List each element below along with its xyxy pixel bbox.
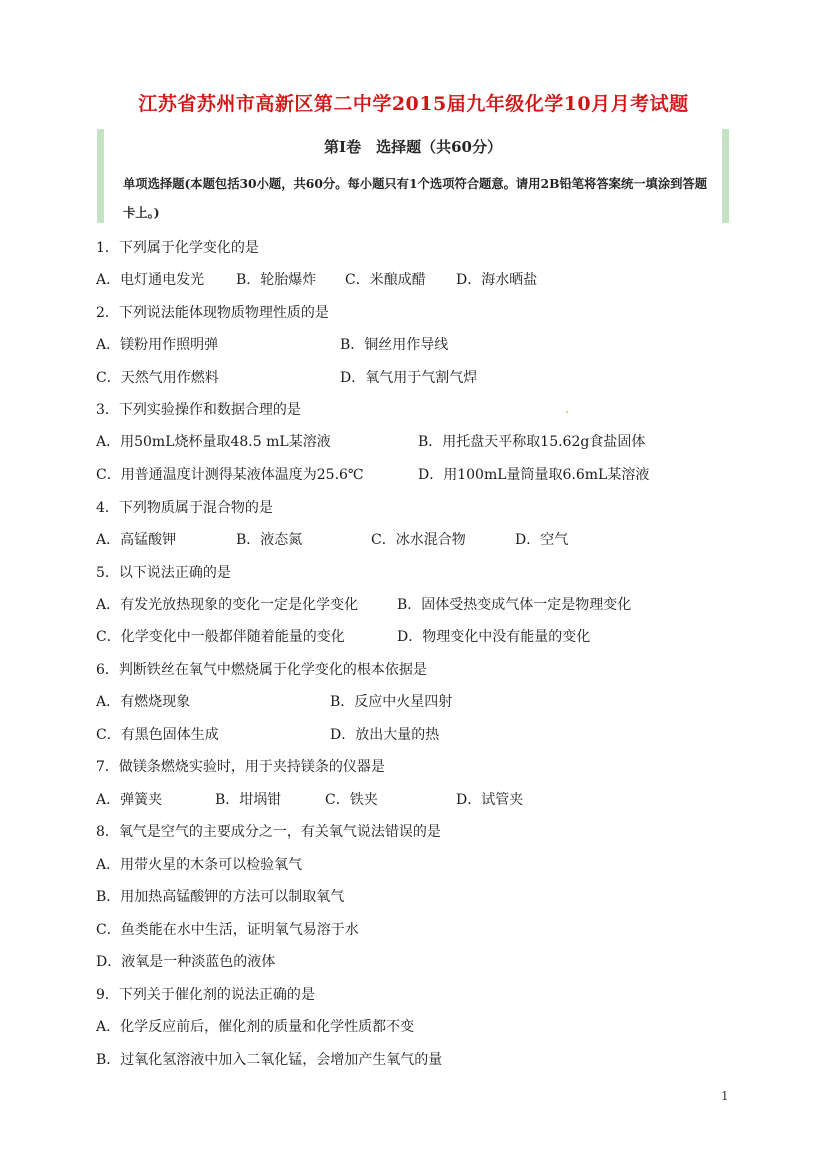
- question-9-option-b: B．过氧化氢溶液中加入二氧化锰，会增加产生氧气的量: [96, 1052, 443, 1068]
- question-8-option-b: B．用加热高锰酸钾的方法可以制取氧气: [96, 889, 345, 905]
- question-1-option-b: B．轮胎爆炸: [236, 272, 317, 288]
- stray-dot: [566, 411, 568, 413]
- question-2-option-c: C．天然气用作燃料: [96, 370, 219, 386]
- question-4-option-b: B．液态氮: [236, 532, 303, 548]
- question-2-option-b: B．铜丝用作导线: [340, 337, 449, 353]
- question-8-option-a: A．用带火星的木条可以检验氧气: [96, 857, 303, 873]
- question-6-option-a: A．有燃烧现象: [96, 694, 191, 710]
- question-4-option-d: D．空气: [515, 532, 569, 548]
- question-4-option-c: C．冰水混合物: [371, 532, 466, 548]
- question-1-option-d: D．海水晒盐: [456, 272, 538, 288]
- question-3-option-a: A．用50mL烧杯量取48.5 mL某溶液: [96, 434, 331, 450]
- section-instructions: 单项选择题(本题包括30小题，共60分。每小题只有1个选项符合题意。请用2B铅笔将答案统一填涂到答题卡上。): [123, 176, 708, 220]
- question-7-option-a: A．弹簧夹: [96, 792, 163, 808]
- question-7-option-d: D．试管夹: [456, 792, 524, 808]
- question-2-option-d: D．氧气用于气割气焊: [340, 370, 478, 386]
- question-8-option-d: D．液氧是一种淡蓝色的液体: [96, 954, 276, 970]
- question-7-option-c: C．铁夹: [325, 792, 378, 808]
- question-1-stem: 1．下列属于化学变化的是: [96, 240, 259, 256]
- question-4-option-a: A．高锰酸钾: [96, 532, 177, 548]
- question-8-stem: 8．氧气是空气的主要成分之一，有关氧气说法错误的是: [96, 824, 441, 840]
- question-5-option-a: A．有发光放热现象的变化一定是化学变化: [96, 597, 359, 613]
- question-6-option-d: D．放出大量的热: [330, 727, 440, 743]
- question-7-option-b: B．坩埚钳: [215, 792, 282, 808]
- question-6-stem: 6．判断铁丝在氧气中燃烧属于化学变化的根本依据是: [96, 662, 427, 678]
- question-6-option-c: C．有黑色固体生成: [96, 727, 219, 743]
- question-5-stem: 5．以下说法正确的是: [96, 565, 231, 581]
- question-3-stem: 3．下列实验操作和数据合理的是: [96, 402, 301, 418]
- question-6-option-b: B．反应中火星四射: [330, 694, 453, 710]
- question-1-option-c: C．米酿成醋: [345, 272, 426, 288]
- question-9-option-a: A．化学反应前后，催化剂的质量和化学性质都不变: [96, 1019, 415, 1035]
- question-3-option-c: C．用普通温度计测得某液体温度为25.6℃: [96, 467, 364, 483]
- question-3-option-b: B．用托盘天平称取15.62g食盐固体: [418, 434, 646, 450]
- question-9-stem: 9．下列关于催化剂的说法正确的是: [96, 987, 315, 1003]
- question-5-option-b: B．固体受热变成气体一定是物理变化: [397, 597, 632, 613]
- page-number: 1: [721, 1089, 729, 1103]
- question-2-option-a: A．镁粉用作照明弹: [96, 337, 219, 353]
- document-title: 江苏省苏州市高新区第二中学2015届九年级化学10月月考试题: [138, 93, 689, 115]
- question-7-stem: 7．做镁条燃烧实验时，用于夹持镁条的仪器是: [96, 759, 385, 775]
- question-1-option-a: A．电灯通电发光: [96, 272, 205, 288]
- question-2-stem: 2．下列说法能体现物质物理性质的是: [96, 305, 329, 321]
- question-3-option-d: D．用100mL量筒量取6.6mL某溶液: [418, 467, 650, 483]
- question-4-stem: 4．下列物质属于混合物的是: [96, 500, 273, 516]
- question-5-option-c: C．化学变化中一般都伴随着能量的变化: [96, 629, 345, 645]
- section-heading: 第Ⅰ卷 选择题（共60分）: [324, 138, 502, 156]
- section-header-box: [97, 129, 729, 223]
- question-5-option-d: D．物理变化中没有能量的变化: [397, 629, 591, 645]
- question-8-option-c: C．鱼类能在水中生活，证明氧气易溶于水: [96, 922, 359, 938]
